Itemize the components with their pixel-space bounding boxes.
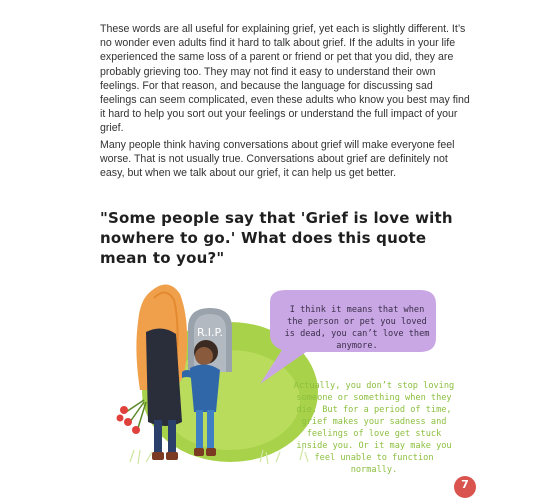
flowers <box>117 400 147 434</box>
speech-bubble-text: I think it means that when the person or pet you loved is dead, you can’t love them anymore. <box>284 305 430 351</box>
body-paragraph-1: These words are all useful for explaining grief, yet each is slightly different. It’s no wonder even adults find it hard to talk about grief. If the adults in your life experienced the same loss of a parent or friend or pet that you did, they are probably grieving too. They may not find it easy to understand their own feelings. For that reason, and because the language for discussing sad feelings can seem complicated, even these adults who know you best may find it hard to help you sort out your feelings or understand the full impact of your grief. <box>100 23 470 135</box>
headstone-text: R.I.P. <box>197 326 223 339</box>
woman-coat <box>146 328 182 426</box>
body-paragraph-2: Many people think having conversations about grief will make everyone feel worse. That is not usually true. Conversations about grief are definitely not easy, but when we talk about our grief, it can help us get better. <box>100 139 455 180</box>
page-number-badge: 7 <box>454 476 476 498</box>
answer-text: Actually, you don’t stop loving someone or something when they die. But for a period of time, grief makes your sadness and feelings of love get stuck inside you. Or it may make you feel unable to function normally. <box>293 381 455 475</box>
discussion-quote: "Some people say that 'Grief is love with nowhere to go.' What does this quote mean to you?" <box>100 209 453 267</box>
